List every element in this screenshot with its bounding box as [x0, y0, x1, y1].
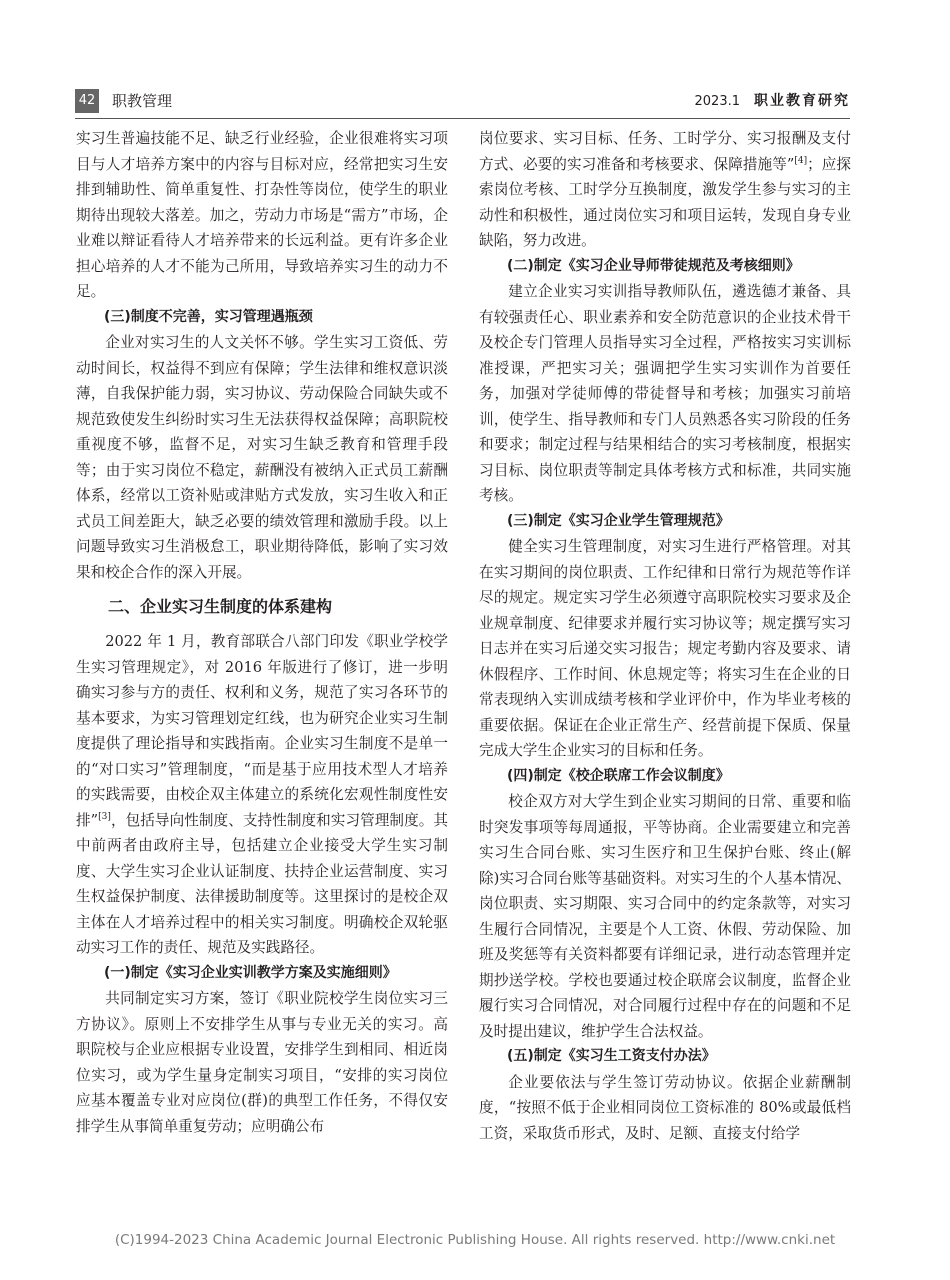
page-header — [75, 88, 850, 114]
paragraph: 校企双方对大学生到企业实习期间的日常、重要和临时突发事项等每周通报，平等协商。企业需要建立和完善实习生合同台账、实习生医疗和卫生保护台账、终止(解除)实习合同台账等基础资料。对实习生的个人基本情况、岗位职责、实习期限、实习合同中的约定条款等，对实习生履行合同情况，主要是个人工资、休假、劳动保险、加班及奖惩等有关资料都要有详细记录，进行动态管理并定期抄送学校。学校也要通过校企联席会议制度，监督企业履行实习合同情况，对合同履行过程中存在的问题和不足及时提出建议，维护学生合法权益。 — [479, 793, 851, 1040]
header-divider — [75, 118, 850, 119]
subsection-heading: (三)制定《实习企业学生管理规范》 — [507, 512, 730, 529]
citation-ref: [3] — [98, 811, 111, 822]
paragraph-text: ，包括导向性制度、支持性制度和实习管理制度。其中前两者由政府主导，包括建立企业接受大学生实习制度、大学生实习企业认证制度、扶持企业运营制度、实习生权益保护制度、法律援助制度等。这里探讨的是校企双主体在人才培养过程中的相关实习制度。明确校企双轮驱动实习工作的责任、规范及实践路径。 — [76, 811, 448, 956]
section-name: 职教管理 — [112, 92, 173, 110]
subsection-heading: (一)制定《实习企业实训教学方案及实施细则》 — [104, 964, 397, 981]
paragraph-text: 岗位要求、实习目标、任务、工时学分、实习报酬及支付方式、必要的实习准备和考核要求、保障措施等” — [479, 130, 851, 173]
issue-number: 2023.1 — [694, 94, 740, 109]
paragraph — [479, 126, 851, 254]
paragraph-text: ；应探索岗位考核、工时学分互换制度，激发学生参与实习的主动性和积极性，通过岗位实习和项目运转，发现自身专业缺陷，努力改进。 — [479, 155, 851, 249]
section-heading: 二、企业实习生制度的体系建构 — [108, 597, 333, 616]
subsection-heading: (五)制定《实习生工资支付办法》 — [507, 1048, 716, 1064]
paragraph: 共同制定实习方案，签订《职业院校学生岗位实习三方协议》。原则上不安排学生从事与专业无关的实习。高职院校与企业应根据专业设置，安排学生到相同、相近岗位实习，或为学生量身定制实习项目，“安排的实习岗位应基本覆盖专业对应岗位(群)的典型工作任务，不得仅安排学生从事简单重复劳动；应明确公布 — [76, 990, 448, 1135]
citation-ref: [4] — [794, 155, 808, 166]
paragraph: 企业要依法与学生签订劳动协议。依据企业薪酬制度，“按照不低于企业相同岗位工资标准的 80%或最低档工资，采取货币形式，及时、足额、直接支付给学 — [479, 1073, 851, 1142]
journal-title: 职业教育研究 — [754, 93, 850, 109]
subsection-heading: (四)制定《校企联席工作会议制度》 — [507, 767, 730, 784]
subsection-heading: (三)制度不完善，实习管理遇瓶颈 — [104, 308, 313, 325]
paragraph: 实习生普遍技能不足、缺乏行业经验，企业很难将实习项目与人才培养方案中的内容与目标对应，经常把实习生安排到辅助性、简单重复性、打杂性等岗位，使学生的职业期待出现较大落差。加之，劳动力市场是“需方”市场，企业难以辩证看待人才培养带来的长远利益。更有许多企业担心培养的人才不能为己所用，导致培养实习生的动力不足。 — [76, 130, 448, 300]
copyright-footer: (C)1994-2023 China Academic Journal Electronic Publishing House. All rights reserved. http://www.cnki.net — [114, 1232, 836, 1248]
page-number: 42 — [75, 89, 99, 113]
paragraph: 企业对实习生的人文关怀不够。学生实习工资低、劳动时间长，权益得不到应有保障；学生法律和维权意识淡薄，自我保护能力弱，实习协议、劳动保险合同缺失或不规范致使发生纠纷时实习生无法获得权益保障；高职院校重视度不够，监督不足，对实习生缺乏教育和管理手段等；由于实习岗位不稳定，薪酬没有被纳入正式员工薪酬体系，经常以工资补贴或津贴方式发放，实习生收入和正式员工间差距大，缺乏必要的绩效管理和激励手段。以上问题导致实习生消极怠工，职业期待降低，影响了实习效果和校企合作的深入开展。 — [76, 334, 448, 581]
right-column — [479, 126, 851, 1146]
subsection-heading: (二)制定《实习企业导师带徒规范及考核细则》 — [507, 257, 800, 274]
paragraph: 健全实习生管理制度，对实习生进行严格管理。对其在实习期间的岗位职责、工作纪律和日常行为规范等作详尽的规定。规定实习学生必须遵守高职院校实习要求及企业规章制度、纪律要求并履行实习协议等；规定撰写实习日志并在实习后递交实习报告；规定考勤内容及要求、请休假程序、工作时间、休息规定等；将实习生在企业的日常表现纳入实训成绩考核和学业评价中，作为毕业考核的重要依据。保证在企业正常生产、经营前提下保质、保量完成大学生企业实习的目标和任务。 — [479, 538, 851, 759]
paragraph — [76, 629, 448, 961]
paragraph-text: 2022 年 1 月，教育部联合八部门印发《职业学校学生实习管理规定》，对 2016 年版进行了修订，进一步明确实习参与方的责任、权利和义务，规范了实习各环节的基本要求，为实习管理划定红线，也为研究企业实习生制度提供了理论指导和实践指南。企业实习生制度不是单一的“对口实习”管理制度，“而是基于应用技术型人才培养的实践需要，由校企双主体建立的系统化宏观性制度性安排” — [76, 633, 448, 829]
paragraph: 建立企业实习实训指导教师队伍，遴选德才兼备、具有较强责任心、职业素养和安全防范意识的企业技术骨干及校企专门管理人员指导实习全过程，严格按实习实训标准授课，严把实习关；强调把学生实习实训作为首要任务，加强对学徒师傅的带徒督导和考核；加强实习前培训，使学生、指导教师和专门人员熟悉各实习阶段的任务和要求；制定过程与结果相结合的实习考核制度，根据实习目标、岗位职责等制定具体考核方式和标准，共同实施考核。 — [479, 283, 851, 504]
left-column — [76, 126, 448, 1139]
